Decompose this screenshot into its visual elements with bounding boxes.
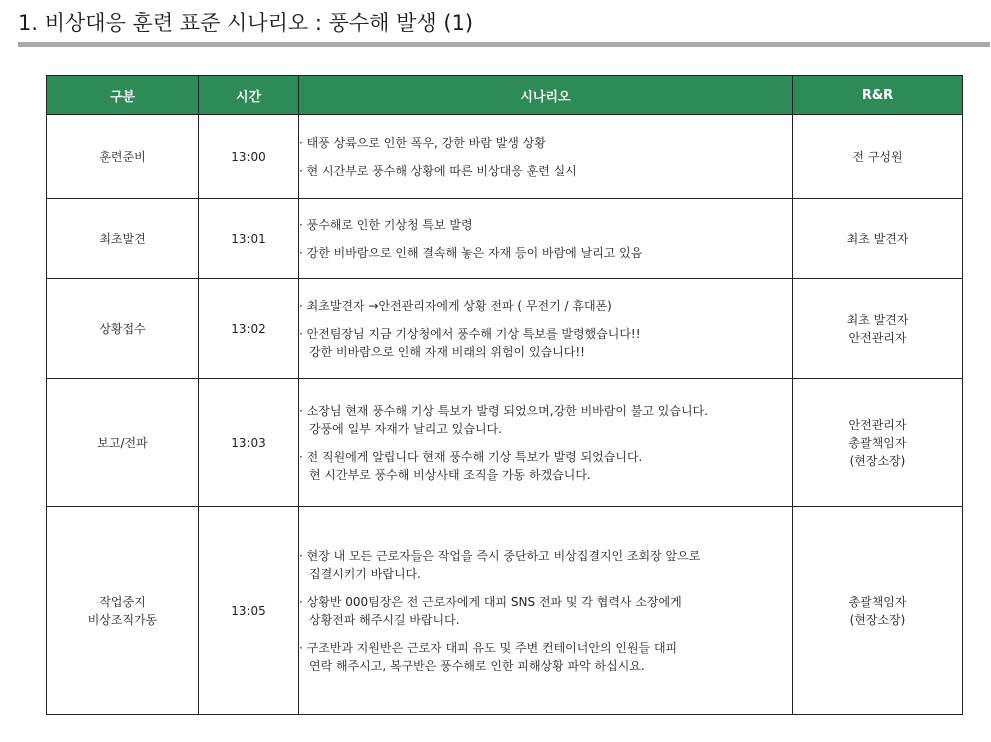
row-rnr: [793, 199, 963, 279]
header-scenario: 시나리오: [299, 76, 793, 115]
scenario-bullet: · 최초발견자 →안전관리자에게 상황 전파 ( 무전기 / 휴대폰): [299, 298, 612, 313]
category-line: 작업중지: [99, 594, 146, 609]
rnr-line: 최초 발견자: [846, 231, 909, 246]
row-category: [47, 199, 199, 279]
row-category: [47, 279, 199, 379]
rnr-line: (현장소장): [849, 612, 906, 627]
table-row: [47, 379, 963, 507]
scenario-continuation: 강한 비바람으로 인해 자재 비래의 위험이 있습니다!!: [309, 344, 585, 359]
category-line: 보고/전파: [97, 435, 148, 450]
scenario-continuation: 현 시간부로 풍수해 비상사태 조직을 가동 하겠습니다.: [309, 467, 591, 482]
scenario-bullet: · 풍수해로 인한 기상청 특보 발령: [299, 217, 473, 232]
table-row: [47, 199, 963, 279]
scenario-bullet: · 강한 비바람으로 인해 결속해 놓은 자재 등이 바람에 날리고 있음: [299, 245, 643, 260]
scenario-continuation: 상황전파 해주시길 바랍니다.: [309, 612, 460, 627]
row-rnr: [793, 115, 963, 199]
scenario-bullet: · 안전팀장님 지금 기상청에서 풍수해 기상 특보를 발령했습니다!!: [299, 326, 641, 341]
scenario-bullet: · 전 직원에게 알립니다 현재 풍수해 기상 특보가 발령 되었습니다.: [299, 449, 643, 464]
category-line: 비상조직가동: [87, 612, 158, 627]
row-time: 13:01: [199, 199, 299, 279]
row-rnr: [793, 279, 963, 379]
scenario-bullet: · 구조반과 지원반은 근로자 대피 유도 및 주변 컨테이너안의 인원들 대피: [299, 640, 678, 655]
scenario-table: [46, 75, 963, 715]
category-line: 훈련준비: [99, 149, 146, 164]
rnr-line: 총괄책임자: [848, 594, 907, 609]
header-category: 구분: [47, 76, 199, 115]
page-title: 1. 비상대응 훈련 표준 시나리오 : 풍수해 발생 (1): [18, 11, 474, 35]
row-scenario: [299, 279, 793, 379]
header-rnr: R&R: [793, 76, 963, 115]
category-line: 상황접수: [99, 321, 146, 336]
scenario-continuation: 집결시키기 바랍니다.: [309, 566, 421, 581]
table-row: [47, 279, 963, 379]
row-rnr: [793, 507, 963, 715]
category-line: 최초발견: [99, 231, 146, 246]
row-category: [47, 507, 199, 715]
row-category: [47, 115, 199, 199]
scenario-continuation: 강풍에 일부 자재가 날리고 있습니다.: [309, 421, 502, 436]
row-time: 13:05: [199, 507, 299, 715]
row-category: [47, 379, 199, 507]
scenario-bullet: · 현장 내 모든 근로자들은 작업을 즉시 중단하고 비상집결지인 조회장 앞으로: [299, 548, 701, 563]
table-row: [47, 507, 963, 715]
rnr-line: 총괄책임자: [848, 435, 907, 450]
rnr-line: 최초 발견자: [846, 312, 909, 327]
scenario-bullet: · 현 시간부로 풍수해 상황에 따른 비상대응 훈련 실시: [299, 163, 577, 178]
table-header-row: [47, 76, 963, 115]
row-time: 13:02: [199, 279, 299, 379]
scenario-continuation: 연락 해주시고, 복구반은 풍수해로 인한 피해상황 파악 하십시요.: [309, 658, 645, 673]
scenario-bullet: · 상황반 000팀장은 전 근로자에게 대피 SNS 전파 및 각 협력사 소장에게: [299, 594, 682, 609]
table-row: [47, 115, 963, 199]
rnr-line: 안전관리자: [848, 330, 907, 345]
rnr-line: 안전관리자: [848, 417, 907, 432]
scenario-bullet: · 소장님 현재 풍수해 기상 특보가 발령 되었으며,강한 비바람이 불고 있습니다.: [299, 403, 708, 418]
row-time: 13:00: [199, 115, 299, 199]
row-scenario: [299, 115, 793, 199]
row-time: 13:03: [199, 379, 299, 507]
title-divider: [18, 42, 990, 47]
scenario-bullet: · 태풍 상륙으로 인한 폭우, 강한 바람 발생 상황: [299, 135, 546, 150]
row-scenario: [299, 507, 793, 715]
row-scenario: [299, 199, 793, 279]
header-time: 시간: [199, 76, 299, 115]
row-rnr: [793, 379, 963, 507]
rnr-line: 전 구성원: [852, 149, 903, 164]
rnr-line: (현장소장): [849, 453, 906, 468]
row-scenario: [299, 379, 793, 507]
